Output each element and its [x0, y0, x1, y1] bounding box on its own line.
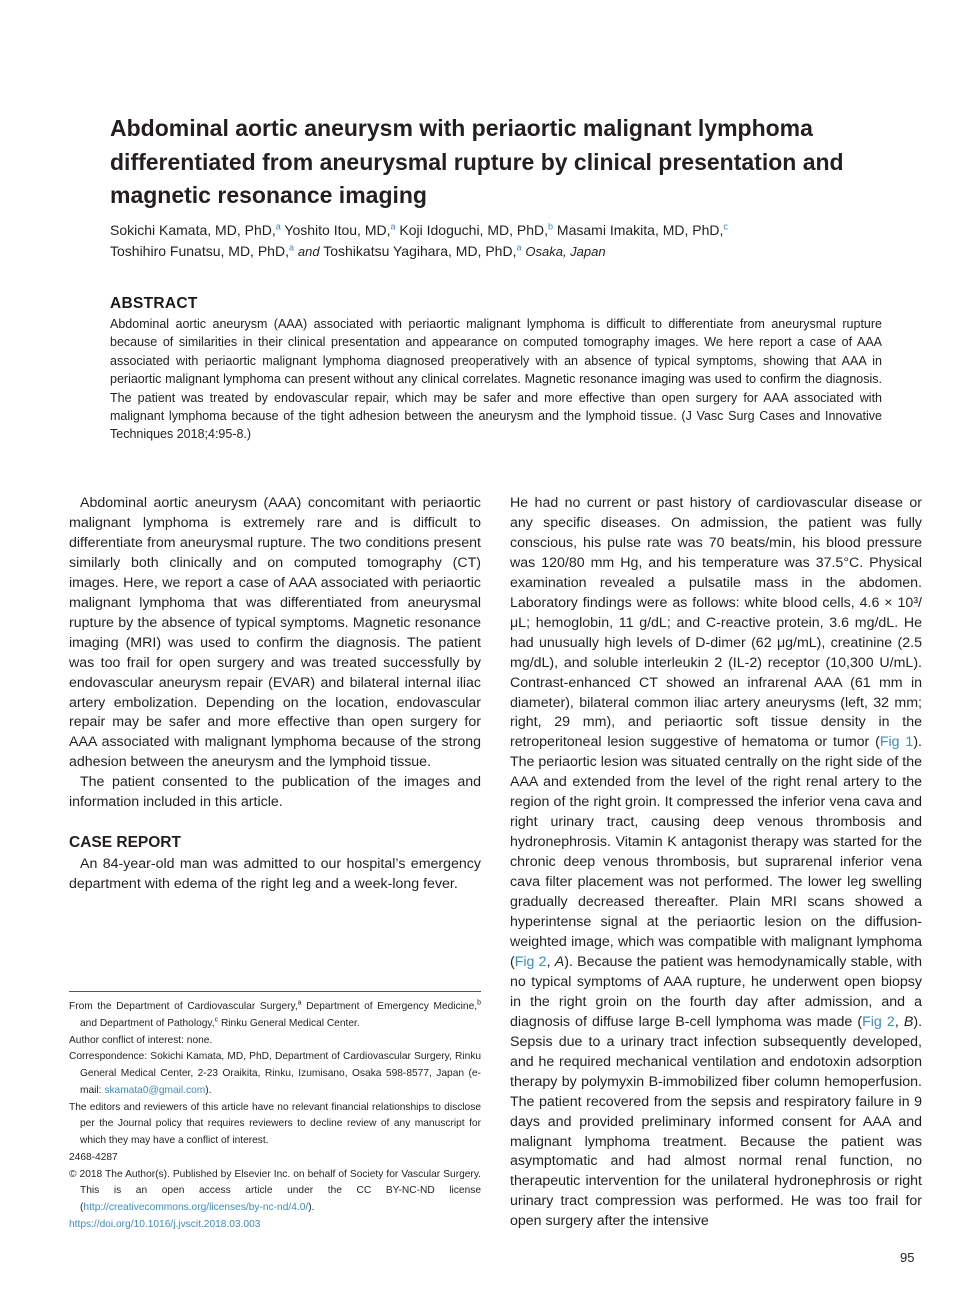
author-name: Sokichi Kamata, MD, PhD, [110, 222, 276, 238]
affiliation-marker[interactable]: a [390, 221, 396, 232]
footnote-text: ). [308, 1202, 315, 1213]
footnote-text: Department of Emergency Medicine, [301, 1001, 478, 1012]
footnote-text: © 2018 The Author(s). Published by Elsevier Inc. on behalf of Society for Vascular Surgery. This is an open access article under the CC BY-NC-ND license ( [69, 1168, 481, 1213]
body-text: He had no current or past history of cardiovascular disease or any specific diseases. On admission, the patient was fully conscious, his pulse rate was 70 beats/min, his blood pressure was 120/80 mm Hg, and his temperature was 37.5°C. Physical examination revealed a pulsatile mass in the abdomen. Laboratory findings were as follows: white blood cells, 4.6 × 10³/μL; hemoglobin, 11 g/dL; and C-reactive protein, 3.6 mg/dL. He had unusually high levels of D-dimer (62 μg/mL), creatinine (2.5 mg/dL), and soluble interleukin 2 (IL-2) receptor (10,300 U/mL). Contrast-enhanced CT showed an infrarenal AAA (61 mm in diameter), bilateral common iliac artery aneurysms (left, 32 mm; right, 29 mm), and periaortic soft tissue density in the retroperitoneal lesion suggestive of hematoma or tumor ( [510, 495, 922, 751]
footnote-divider [69, 991, 481, 992]
figure-2-link[interactable]: Fig 2 [862, 1013, 895, 1030]
copyright-footnote [69, 1167, 481, 1217]
affiliation-marker[interactable]: c [723, 221, 728, 232]
footnote-text: Rinku General Medical Center. [218, 1017, 360, 1029]
footnote-text: From the Department of Cardiovascular Surgery, [69, 1001, 298, 1012]
figure-panel-b: B [903, 1013, 914, 1030]
footnotes [69, 999, 481, 1234]
license-link[interactable]: http://creativecommons.org/licenses/by-nc-nd/4.0/ [83, 1202, 309, 1213]
case-report-paragraph: An 84-year-old man was admitted to our hospital’s emergency department with edema of the right leg and a week-long fever. [69, 856, 481, 893]
email-link[interactable]: skamata0@gmail.com [104, 1084, 206, 1096]
correspondence-footnote [69, 1049, 481, 1099]
page-number: 95 [900, 1250, 915, 1265]
issn: 2468-4287 [69, 1151, 118, 1163]
case-report-continuation [510, 494, 922, 1232]
author-location: Osaka, Japan [525, 244, 606, 259]
author-name: Koji Idoguchi, MD, PhD, [399, 222, 549, 238]
affiliation-marker[interactable]: a [288, 242, 294, 253]
author-name: Toshikatsu Yagihara, MD, PhD, [323, 243, 517, 259]
author-conjunction: and [297, 244, 320, 259]
author-name: Toshihiro Funatsu, MD, PhD, [110, 243, 289, 259]
case-report-heading: CASE REPORT [69, 834, 181, 852]
figure-2-link[interactable]: Fig 2 [514, 953, 547, 970]
figure-1-link[interactable]: Fig 1 [879, 734, 914, 751]
body-text: ). Because the patient was hemodynamically stable, with no typical symptoms of AAA rupture, he underwent open biopsy in the right groin on the fourth day after admission, and a diagnosis of diffuse large B-cell lymphoma was made ( [510, 953, 922, 1030]
affiliation-marker: c [214, 1016, 219, 1024]
body-left-column [69, 494, 481, 895]
article-title: Abdominal aortic aneurysm with periaortic malignant lymphoma differentiated from aneurysmal rupture by clinical presentation and magnetic resonance imaging [110, 115, 844, 208]
footnote-text: and Department of Pathology, [80, 1017, 215, 1029]
body-text: ). The periaortic lesion was situated centrally on the right side of the AAA and extended from the level of the right renal artery to the region of the right groin. It compressed the inferior vena cava and right urinary tract, causing deep venous thrombosis and hydronephrosis. Vitamin K antagonist therapy was started for the chronic deep venous thrombosis, but suprarenal inferior vena cava filter placement was not performed. The lower leg swelling gradually decreased thereafter. Plain MRI scans showed a hyperintense signal at the periaortic lesion on the diffusion-weighted image, which was compatible with malignant lymphoma ( [510, 734, 922, 970]
doi-link[interactable]: https://doi.org/10.1016/j.jvscit.2018.03.003 [69, 1218, 261, 1230]
author-name: Masami Imakita, MD, PhD, [556, 222, 724, 238]
intro-paragraph: Abdominal aortic aneurysm (AAA) concomitant with periaortic malignant lymphoma is extremely rare and is difficult to differentiate from aneurysmal rupture. The two conditions present similarly both clinically and on computed tomography (CT) images. Here, we report a case of AAA associated with periaortic malignant lymphoma that was differentiated from aneurysmal rupture by the absence of typical symptoms. Magnetic resonance imaging (MRI) was used to confirm the diagnosis. The patient was too frail for open surgery and was treated successfully by endovascular aneurysm repair (EVAR) and bilateral internal iliac artery embolization. Depending on the location, endovascular repair may be safer and more effective than open surgery for AAA associated with malignant lymphoma because of the strong adhesion between the aneurysm and the lymphoid tissue. [69, 495, 481, 771]
conflict-footnote: Author conflict of interest: none. [69, 1034, 213, 1046]
author-list [110, 220, 910, 262]
consent-paragraph: The patient consented to the publication of the images and information included in this article. [69, 774, 481, 811]
footnote-text: ). [205, 1084, 212, 1096]
affiliation-marker: a [297, 999, 302, 1007]
body-text: , [894, 1013, 904, 1030]
affiliation-marker[interactable]: b [548, 221, 554, 232]
abstract-heading: ABSTRACT [110, 295, 198, 312]
body-right-column [510, 494, 922, 1232]
affiliation-marker: b [477, 999, 481, 1007]
editors-footnote: The editors and reviewers of this article have no relevant financial relationships to disclose per the Journal policy that requires reviewers to decline review of any manuscript for which they may have a conflict of interest. [69, 1101, 481, 1146]
body-text: ). Sepsis due to a urinary tract infection subsequently developed, and he required mechanical ventilation and endotoxin adsorption therapy by polymyxin B-immobilized fiber column hemoperfusion. The patient recovered from the sepsis and respiratory failure in 9 days and provided preliminary informed consent for AAA and malignant lymphoma treatment. Because the patient was asymptomatic and had almost normal renal function, no therapeutic intervention for the unilateral hydronephrosis or right urinary tract compression was performed. He was too frail for open surgery after the intensive [510, 1013, 923, 1230]
body-text: , [546, 953, 555, 970]
footnote-text: Correspondence: Sokichi Kamata, MD, PhD, Department of Cardiovascular Surgery, Rinku General Medical Center, 2-23 Oraikita, Rinku, Izumisano, Osaka 598-8577, Japan (e-mail: [69, 1051, 481, 1096]
affiliation-marker[interactable]: a [516, 242, 522, 253]
author-name: Yoshito Itou, MD, [284, 222, 391, 238]
affiliation-marker[interactable]: a [275, 221, 281, 232]
figure-panel-a: A [554, 953, 565, 970]
abstract-text: Abdominal aortic aneurysm (AAA) associated with periaortic malignant lymphoma is difficult to differentiate from aneurysmal rupture because of similarities in their clinical presentation and appearance on computed tomography images. We here report a case of AAA associated with periaortic malignant lymphoma diagnosed preoperatively with an absence of typical symptoms, showing that AAA in periaortic malignant lymphoma can present without any clinical correlates. Magnetic resonance imaging was used to confirm the diagnosis. The patient was treated by endovascular repair, which may be safer and more effective than open surgery for AAA associated with malignant lymphoma because of the tight adhesion between the aneurysm and the lymphoid tissue. (J Vasc Surg Cases and Innovative Techniques 2018;4:95-8.) [110, 317, 882, 442]
affiliations-footnote [69, 999, 481, 1033]
